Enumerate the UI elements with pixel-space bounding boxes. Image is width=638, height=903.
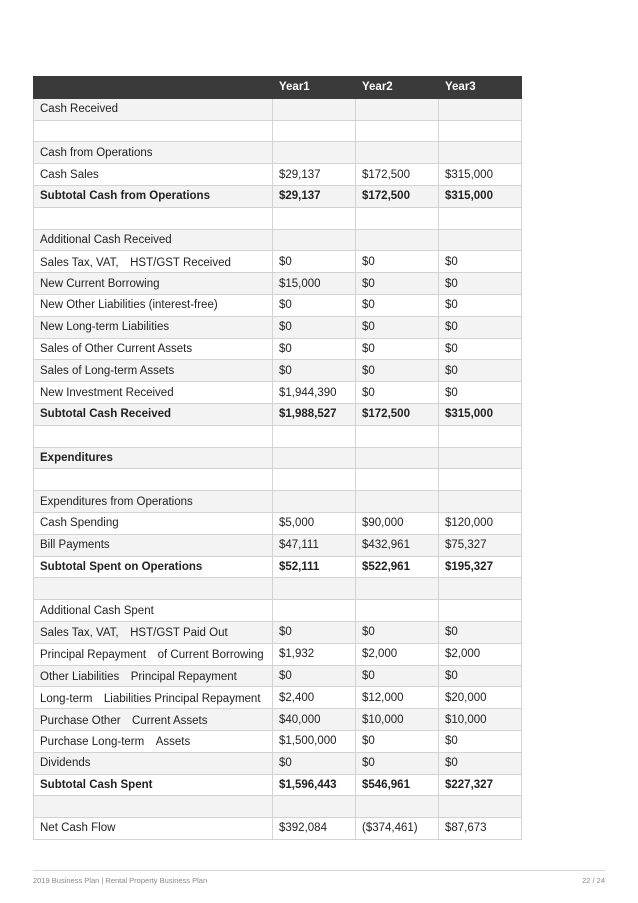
year3-cell: $315,000 <box>439 164 522 186</box>
table-row <box>34 164 522 186</box>
row-label-cell: Additional Cash Received <box>34 229 273 251</box>
year3-cell: $0 <box>439 382 522 404</box>
year2-cell: $0 <box>356 316 439 338</box>
table-row <box>34 316 522 338</box>
row-label-cell: Expenditures <box>34 447 273 469</box>
row-label-cell <box>34 120 273 142</box>
row-label-cell: Long-term Liabilities Principal Repayment <box>34 687 273 709</box>
year1-cell <box>273 98 356 120</box>
year1-cell <box>273 469 356 491</box>
year3-cell <box>439 120 522 142</box>
table-row <box>34 621 522 643</box>
year2-cell <box>356 142 439 164</box>
year3-cell: $0 <box>439 316 522 338</box>
table-row <box>34 534 522 556</box>
year2-cell <box>356 98 439 120</box>
year2-cell: $172,500 <box>356 185 439 207</box>
year3-cell <box>439 98 522 120</box>
footer-document-title: 2019 Business Plan | Rental Property Business Plan <box>33 876 208 885</box>
year1-cell: $5,000 <box>273 512 356 534</box>
year2-cell <box>356 600 439 622</box>
year2-cell: $0 <box>356 338 439 360</box>
year3-cell: $315,000 <box>439 185 522 207</box>
year3-cell <box>439 491 522 513</box>
year1-cell: $1,944,390 <box>273 382 356 404</box>
year1-cell: $1,932 <box>273 643 356 665</box>
year2-cell: $0 <box>356 752 439 774</box>
table-row <box>34 207 522 229</box>
year2-cell: $432,961 <box>356 534 439 556</box>
table-header-row <box>34 77 522 99</box>
year1-cell <box>273 491 356 513</box>
table-row <box>34 120 522 142</box>
row-label-cell: Cash Spending <box>34 512 273 534</box>
table-row <box>34 687 522 709</box>
row-label-cell: New Other Liabilities (interest-free) <box>34 294 273 316</box>
year3-cell <box>439 578 522 600</box>
header-cell-year3: Year3 <box>439 77 522 99</box>
year3-cell <box>439 600 522 622</box>
year3-cell: $120,000 <box>439 512 522 534</box>
year2-cell: $90,000 <box>356 512 439 534</box>
row-label-cell: Subtotal Cash Spent <box>34 774 273 796</box>
year3-cell: $0 <box>439 752 522 774</box>
year2-cell <box>356 207 439 229</box>
year3-cell: $87,673 <box>439 818 522 840</box>
year2-cell: $10,000 <box>356 709 439 731</box>
cash-flow-table <box>33 76 522 840</box>
table-row <box>34 818 522 840</box>
table-row <box>34 556 522 578</box>
year3-cell <box>439 796 522 818</box>
year3-cell: $0 <box>439 621 522 643</box>
row-label-cell: Net Cash Flow <box>34 818 273 840</box>
row-label-cell: Dividends <box>34 752 273 774</box>
table-row <box>34 273 522 295</box>
year1-cell: $29,137 <box>273 164 356 186</box>
row-label-cell: Principal Repayment of Current Borrowing <box>34 643 273 665</box>
year1-cell: $0 <box>273 338 356 360</box>
table-row <box>34 600 522 622</box>
row-label-cell: New Current Borrowing <box>34 273 273 295</box>
row-label-cell: Additional Cash Spent <box>34 600 273 622</box>
table-row <box>34 469 522 491</box>
year2-cell <box>356 120 439 142</box>
year1-cell <box>273 578 356 600</box>
table-row <box>34 360 522 382</box>
year1-cell: $0 <box>273 752 356 774</box>
year3-cell <box>439 229 522 251</box>
year3-cell <box>439 142 522 164</box>
footer-divider <box>33 870 605 871</box>
year1-cell: $29,137 <box>273 185 356 207</box>
row-label-cell: New Investment Received <box>34 382 273 404</box>
table-row <box>34 709 522 731</box>
year2-cell: $0 <box>356 360 439 382</box>
year2-cell: ($374,461) <box>356 818 439 840</box>
year3-cell: $315,000 <box>439 403 522 425</box>
row-label-cell: Cash Received <box>34 98 273 120</box>
year2-cell: $2,000 <box>356 643 439 665</box>
year2-cell: $522,961 <box>356 556 439 578</box>
year3-cell: $2,000 <box>439 643 522 665</box>
year3-cell: $20,000 <box>439 687 522 709</box>
year3-cell: $0 <box>439 294 522 316</box>
year3-cell <box>439 469 522 491</box>
year1-cell <box>273 142 356 164</box>
table-row <box>34 185 522 207</box>
header-cell-label <box>34 77 273 99</box>
row-label-cell: Subtotal Spent on Operations <box>34 556 273 578</box>
year2-cell: $0 <box>356 665 439 687</box>
table-row <box>34 752 522 774</box>
row-label-cell: Expenditures from Operations <box>34 491 273 513</box>
row-label-cell <box>34 469 273 491</box>
year2-cell: $0 <box>356 730 439 752</box>
row-label-cell: Cash from Operations <box>34 142 273 164</box>
year1-cell: $40,000 <box>273 709 356 731</box>
year1-cell <box>273 229 356 251</box>
year3-cell: $195,327 <box>439 556 522 578</box>
year1-cell: $0 <box>273 665 356 687</box>
year3-cell: $0 <box>439 665 522 687</box>
year1-cell: $1,500,000 <box>273 730 356 752</box>
table-row <box>34 142 522 164</box>
year2-cell: $12,000 <box>356 687 439 709</box>
year3-cell: $0 <box>439 251 522 273</box>
header-cell-year1: Year1 <box>273 77 356 99</box>
year2-cell: $0 <box>356 382 439 404</box>
year3-cell <box>439 425 522 447</box>
table-row <box>34 294 522 316</box>
year1-cell <box>273 447 356 469</box>
year1-cell: $0 <box>273 621 356 643</box>
year1-cell: $0 <box>273 294 356 316</box>
table-row <box>34 491 522 513</box>
header-cell-year2: Year2 <box>356 77 439 99</box>
year1-cell: $2,400 <box>273 687 356 709</box>
table-row <box>34 512 522 534</box>
year2-cell <box>356 425 439 447</box>
table-row <box>34 447 522 469</box>
table-row <box>34 425 522 447</box>
year2-cell: $0 <box>356 251 439 273</box>
year2-cell: $0 <box>356 273 439 295</box>
year2-cell <box>356 469 439 491</box>
row-label-cell: Sales Tax, VAT, HST/GST Paid Out <box>34 621 273 643</box>
row-label-cell: Subtotal Cash Received <box>34 403 273 425</box>
year3-cell: $0 <box>439 338 522 360</box>
year3-cell: $0 <box>439 273 522 295</box>
year3-cell: $227,327 <box>439 774 522 796</box>
year2-cell <box>356 491 439 513</box>
year3-cell <box>439 207 522 229</box>
row-label-cell <box>34 578 273 600</box>
row-label-cell: Bill Payments <box>34 534 273 556</box>
year2-cell <box>356 796 439 818</box>
row-label-cell <box>34 425 273 447</box>
row-label-cell: Sales Tax, VAT, HST/GST Received <box>34 251 273 273</box>
year1-cell: $15,000 <box>273 273 356 295</box>
year1-cell: $392,084 <box>273 818 356 840</box>
year1-cell <box>273 207 356 229</box>
table-row <box>34 382 522 404</box>
year2-cell <box>356 229 439 251</box>
table-row <box>34 578 522 600</box>
year2-cell <box>356 447 439 469</box>
table-row <box>34 730 522 752</box>
row-label-cell: Purchase Long-term Assets <box>34 730 273 752</box>
year2-cell: $172,500 <box>356 403 439 425</box>
year1-cell: $1,596,443 <box>273 774 356 796</box>
table-row <box>34 665 522 687</box>
table-row <box>34 774 522 796</box>
row-label-cell: Subtotal Cash from Operations <box>34 185 273 207</box>
table-row <box>34 229 522 251</box>
year2-cell <box>356 578 439 600</box>
year3-cell: $10,000 <box>439 709 522 731</box>
year1-cell <box>273 120 356 142</box>
year1-cell <box>273 600 356 622</box>
row-label-cell: Sales of Other Current Assets <box>34 338 273 360</box>
table-row <box>34 98 522 120</box>
year1-cell <box>273 796 356 818</box>
year3-cell <box>439 447 522 469</box>
year3-cell: $75,327 <box>439 534 522 556</box>
year2-cell: $0 <box>356 621 439 643</box>
year3-cell: $0 <box>439 730 522 752</box>
year3-cell: $0 <box>439 360 522 382</box>
table-row <box>34 643 522 665</box>
row-label-cell: Purchase Other Current Assets <box>34 709 273 731</box>
table-row <box>34 338 522 360</box>
row-label-cell <box>34 796 273 818</box>
year1-cell: $0 <box>273 251 356 273</box>
row-label-cell: Sales of Long-term Assets <box>34 360 273 382</box>
year1-cell: $0 <box>273 316 356 338</box>
year1-cell: $1,988,527 <box>273 403 356 425</box>
table-row <box>34 403 522 425</box>
footer-page-number: 22 / 24 <box>582 876 605 885</box>
table-row <box>34 796 522 818</box>
year1-cell <box>273 425 356 447</box>
row-label-cell <box>34 207 273 229</box>
row-label-cell: Other Liabilities Principal Repayment <box>34 665 273 687</box>
year1-cell: $47,111 <box>273 534 356 556</box>
year1-cell: $52,111 <box>273 556 356 578</box>
row-label-cell: New Long-term Liabilities <box>34 316 273 338</box>
year2-cell: $0 <box>356 294 439 316</box>
table-body <box>34 98 522 839</box>
year2-cell: $172,500 <box>356 164 439 186</box>
table-row <box>34 251 522 273</box>
row-label-cell: Cash Sales <box>34 164 273 186</box>
year1-cell: $0 <box>273 360 356 382</box>
year2-cell: $546,961 <box>356 774 439 796</box>
